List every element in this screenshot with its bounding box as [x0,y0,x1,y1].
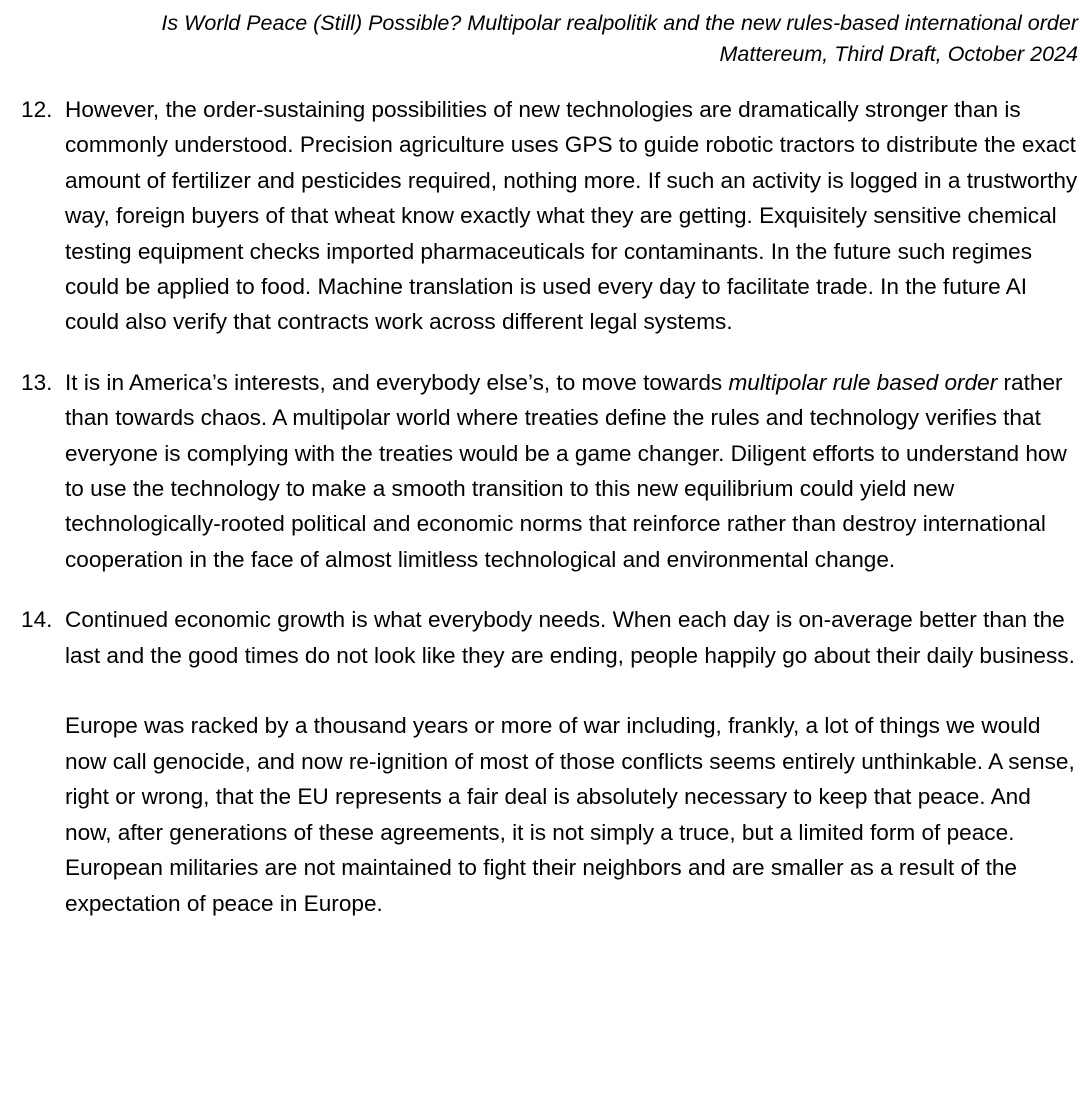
paragraph: However, the order-sustaining possibilities of new technologies are dramatically stronger than is commonly understood. Precision agriculture uses GPS to guide robotic tractors to distribute the exact amount of fertilizer and pesticides required, nothing more. If such an activity is logged in a trustworthy way, foreign buyers of that wheat know exactly what they are getting. Exquisitely sensitive chemical testing equipment checks imported pharmaceuticals for contaminants. In the future such regimes could be applied to food. Machine translation is used every day to facilitate trade. In the future AI could also verify that contracts work across different legal systems. [65,97,1078,335]
list-item-number: 14. [21,607,53,633]
paragraph: Continued economic growth is what everybody needs. When each day is on-average better than the last and the good times do not look like they are ending, people happily go about their daily business. [65,607,1075,668]
list-item-14 [18,602,1078,921]
list-item-13 [18,365,1078,577]
paragraph-text: rather than towards chaos. A multipolar world where treaties define the rules and technology verifies that everyone is complying with the treaties would be a game changer. Diligent efforts to understand how to use the technology to make a smooth transition to this new equilibrium could yield new technologically-rooted political and economic norms that reinforce rather than destroy international cooperation in the face of almost limitless technological and environmental change. [65,369,1067,572]
emphasized-phrase: multipolar rule based order [728,369,998,395]
list-item-number: 12. [21,97,53,122]
paragraph: Europe was racked by a thousand years or more of war including, frankly, a lot of things we would now call genocide, and now re-ignition of most of those conflicts seems entirely unthinkable. A sense, right or wrong, that the EU represents a fair deal is absolutely necessary to keep that peace. And now, after generations of these agreements, it is not simply a truce, but a limited form of peace. European militaries are not maintained to fight their neighbors and are smaller as a result of the expectation of peace in Europe. [65,713,1075,916]
paragraph [65,365,1078,577]
document-subtitle: Mattereum, Third Draft, October 2024 [719,42,1078,66]
list-item-number: 13. [21,369,53,395]
document-body [18,92,1078,946]
document-title: Is World Peace (Still) Possible? Multipolar realpolitik and the new rules-based international order [161,11,1078,35]
list-item-12 [18,92,1078,340]
paragraph-text: It is in America’s interests, and everybody else’s, to move towards [65,369,729,395]
document-header [161,8,1078,70]
